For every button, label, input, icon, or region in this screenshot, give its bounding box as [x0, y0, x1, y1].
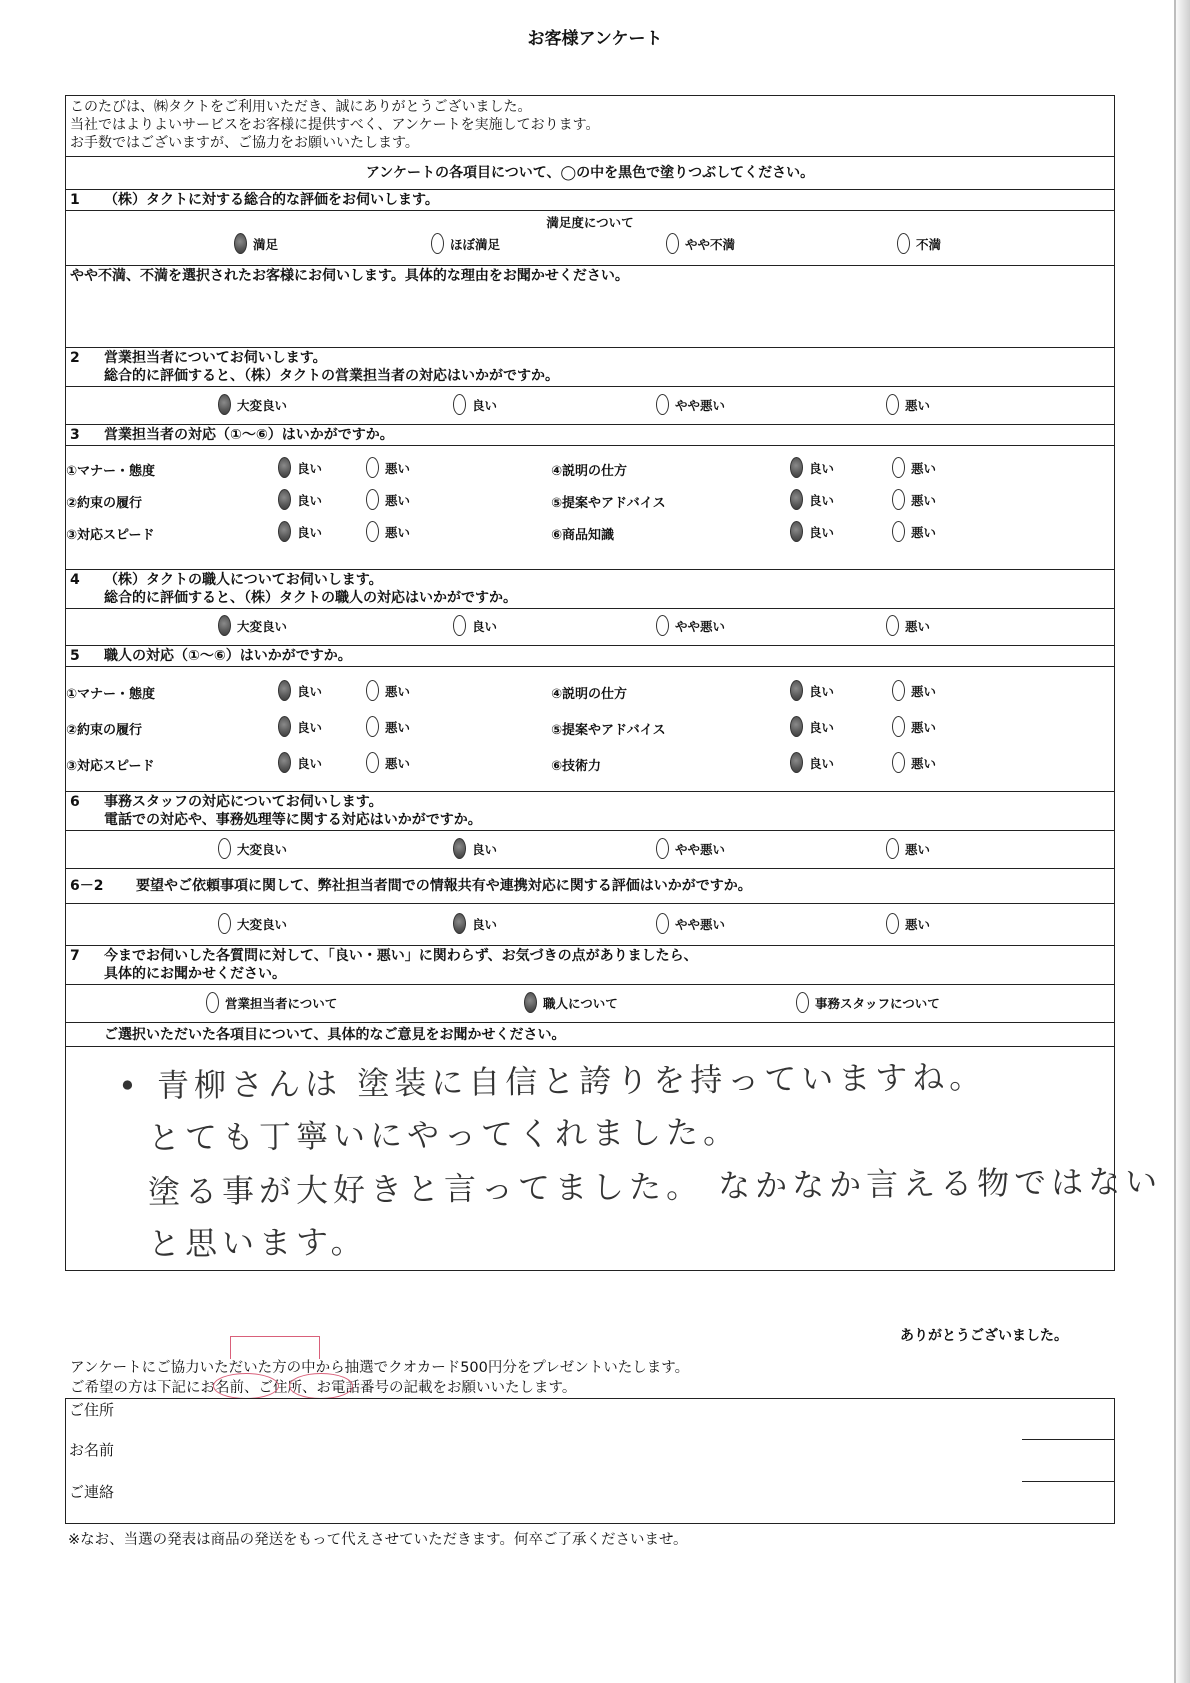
option-label: 悪い	[905, 397, 931, 413]
address-line[interactable]	[1022, 1439, 1114, 1440]
radio-bubble[interactable]	[453, 394, 466, 415]
q2-number: 2	[70, 350, 80, 366]
radio-bubble[interactable]	[892, 521, 905, 542]
q4-option-2[interactable]	[453, 615, 497, 636]
option-label: 悪い	[911, 683, 937, 699]
radio-bubble[interactable]	[656, 394, 669, 415]
radio-bubble[interactable]	[656, 615, 669, 636]
option-label: 悪い	[385, 719, 411, 735]
q2-option-3[interactable]	[656, 394, 725, 415]
option-label: ほぼ満足	[450, 236, 501, 252]
q2-line2: 総合的に評価すると、（株）タクトの営業担当者の対応はいかがですか。	[104, 368, 559, 384]
option-label: 良い	[297, 719, 323, 735]
radio-bubble[interactable]	[218, 913, 231, 934]
radio-bubble[interactable]	[524, 992, 537, 1013]
radio-bubble[interactable]	[790, 457, 803, 478]
option-label: 良い	[472, 397, 498, 413]
option-label: やや悪い	[675, 397, 726, 413]
q3-item2-good[interactable]	[278, 489, 322, 510]
radio-bubble[interactable]	[886, 615, 899, 636]
name-label: お名前	[69, 1441, 115, 1459]
radio-bubble[interactable]	[366, 752, 379, 773]
option-label: 良い	[297, 683, 323, 699]
radio-bubble[interactable]	[278, 716, 291, 737]
contact-box	[65, 1398, 1115, 1524]
q62-options	[66, 904, 1114, 946]
option-label: 悪い	[911, 719, 937, 735]
q5-item4-bad[interactable]	[892, 680, 936, 701]
q7-opinion-prompt: ご選択いただいた各項目について、具体的なご意見をお聞かせください。	[104, 1027, 566, 1043]
q6-option-2[interactable]	[453, 838, 497, 859]
q62-option-2[interactable]	[453, 913, 497, 934]
q4-line1: （株）タクトの職人についてお伺いします。	[104, 572, 383, 588]
q7-number: 7	[70, 948, 80, 964]
q2-option-1[interactable]	[218, 394, 287, 415]
option-label: 満足	[253, 236, 279, 252]
option-label: 不満	[916, 236, 942, 252]
option-label: 良い	[809, 755, 835, 771]
q5-item5-bad[interactable]	[892, 716, 936, 737]
intro-line: 当社ではよりよいサービスをお客様に提供すべく、アンケートを実施しております。	[70, 117, 600, 133]
radio-bubble[interactable]	[366, 521, 379, 542]
q3-item-label: ⑤提案やアドバイス	[551, 496, 666, 511]
option-label: やや悪い	[675, 916, 726, 932]
option-label: やや不満	[685, 236, 736, 252]
q1-followup[interactable]	[66, 266, 1114, 348]
q7-opinion-box[interactable]	[66, 1047, 1163, 1270]
radio-bubble[interactable]	[366, 680, 379, 701]
q6-option-4[interactable]	[886, 838, 930, 859]
option-label: 良い	[297, 755, 323, 771]
option-label: 良い	[297, 460, 323, 476]
q3-text: 営業担当者の対応（①～⑥）はいかがですか。	[104, 427, 394, 443]
q5-item-label: ⑤提案やアドバイス	[551, 723, 666, 738]
radio-bubble[interactable]	[796, 992, 809, 1013]
q1-text: （株）タクトに対する総合的な評価をお伺いします。	[104, 192, 439, 208]
radio-bubble[interactable]	[453, 615, 466, 636]
q3-item5-good[interactable]	[790, 489, 834, 510]
radio-bubble[interactable]	[790, 752, 803, 773]
intro-block	[66, 96, 1114, 157]
option-label: 大変良い	[237, 618, 288, 634]
q1-number: 1	[70, 192, 80, 208]
option-label: 悪い	[911, 492, 937, 508]
q4-line2: 総合的に評価すると、（株）タクトの職人の対応はいかがですか。	[104, 590, 517, 606]
q4-number: 4	[70, 572, 80, 588]
page-edge-line	[1174, 0, 1176, 1683]
q3-item-label: ⑥商品知識	[551, 528, 615, 543]
q6-line2: 電話での対応や、事務処理等に関する対応はいかがですか。	[104, 812, 482, 828]
q5-grid	[66, 667, 1114, 792]
option-label: 良い	[809, 719, 835, 735]
option-label: 悪い	[385, 460, 411, 476]
radio-bubble[interactable]	[886, 838, 899, 859]
q62-text: 要望やご依頼事項に関して、弊社担当者間での情報共有や連携対応に関する評価はいかがですか。	[136, 878, 752, 894]
q2-option-2[interactable]	[453, 394, 497, 415]
radio-bubble[interactable]	[234, 233, 247, 254]
q62-option-4[interactable]	[886, 913, 930, 934]
footnote: ※なお、当選の発表は商品の発送をもって代えさせていただきます。何卒ご了承くださいませ。	[68, 1532, 688, 1548]
q3-item-label: ④説明の仕方	[551, 464, 628, 479]
q5-item5-good[interactable]	[790, 716, 834, 737]
q5-item-label: ①マナー・態度	[66, 687, 156, 702]
q1-option-4[interactable]	[897, 233, 941, 254]
q7-option-2[interactable]	[524, 992, 618, 1013]
phone-label: ご連絡	[69, 1483, 115, 1501]
q6-number: 6	[70, 794, 80, 810]
q3-item5-bad[interactable]	[892, 489, 936, 510]
option-label: やや悪い	[675, 841, 726, 857]
q5-item2-bad[interactable]	[366, 716, 410, 737]
option-label: 悪い	[905, 841, 931, 857]
option-label: 大変良い	[237, 916, 288, 932]
q6-line1: 事務スタッフの対応についてお伺いします。	[104, 794, 383, 810]
option-label: 大変良い	[237, 397, 288, 413]
radio-bubble[interactable]	[206, 992, 219, 1013]
q3-item1-good[interactable]	[278, 457, 322, 478]
q2-option-4[interactable]	[886, 394, 930, 415]
option-label: 良い	[809, 492, 835, 508]
handwritten-line: • 青柳さんは 塗装に自信と誇りを持っていますね。	[117, 1057, 987, 1105]
option-label: 悪い	[911, 460, 937, 476]
intro-line: このたびは、㈱タクトをご利用いただき、誠にありがとうございました。	[70, 99, 532, 115]
q7-heading	[66, 946, 1114, 985]
q5-item-label: ③対応スピード	[66, 759, 155, 774]
handwritten-line: とても丁寧いにやってくれました。	[147, 1112, 741, 1157]
q3-item-label: ③対応スピード	[66, 528, 155, 543]
radio-bubble[interactable]	[892, 716, 905, 737]
q5-item2-good[interactable]	[278, 716, 322, 737]
q7-line1: 今までお伺いした各質問に対して、「良い・悪い」に関わらず、お気づきの点がありましたら、	[104, 948, 698, 964]
q2-heading	[66, 348, 1114, 387]
option-label: 良い	[809, 460, 835, 476]
option-label: 悪い	[905, 618, 931, 634]
option-label: 良い	[297, 492, 323, 508]
radio-bubble[interactable]	[218, 615, 231, 636]
page-title: お客様アンケート	[527, 29, 663, 49]
q4-options	[66, 609, 1114, 646]
radio-bubble[interactable]	[892, 752, 905, 773]
radio-bubble[interactable]	[886, 394, 899, 415]
q62-option-1[interactable]	[218, 913, 287, 934]
q5-item1-bad[interactable]	[366, 680, 410, 701]
handwritten-line: と思います。	[147, 1222, 368, 1263]
q1-options	[66, 211, 1114, 266]
q4-option-1[interactable]	[218, 615, 287, 636]
q3-item3-good[interactable]	[278, 521, 322, 542]
radio-bubble[interactable]	[278, 752, 291, 773]
q62-heading	[66, 869, 1114, 904]
q2-line1: 営業担当者についてお伺いします。	[104, 350, 327, 366]
q4-option-4[interactable]	[886, 615, 930, 636]
pen-circle-mark	[213, 1373, 279, 1399]
radio-bubble[interactable]	[656, 913, 669, 934]
q6-option-3[interactable]	[656, 838, 725, 859]
q3-number: 3	[70, 427, 80, 443]
pen-arrow-mark	[230, 1336, 320, 1359]
handwritten-line: 塗る事が大好きと言ってました。 なかなか言える物ではない	[147, 1162, 1163, 1211]
radio-bubble[interactable]	[218, 838, 231, 859]
q1-heading	[66, 190, 1114, 211]
option-label: 悪い	[385, 683, 411, 699]
radio-bubble[interactable]	[790, 521, 803, 542]
name-line[interactable]	[1022, 1481, 1114, 1482]
q3-item3-bad[interactable]	[366, 521, 410, 542]
q5-text: 職人の対応（①～⑥）はいかがですか。	[104, 648, 352, 664]
prize-line1: アンケートにご協力いただいた方の中から抽選でクオカード500円分をプレゼントいたします。	[70, 1360, 690, 1376]
radio-bubble[interactable]	[278, 680, 291, 701]
radio-bubble[interactable]	[453, 838, 466, 859]
q3-item6-bad[interactable]	[892, 521, 936, 542]
radio-bubble[interactable]	[278, 457, 291, 478]
radio-bubble[interactable]	[666, 233, 679, 254]
radio-bubble[interactable]	[278, 521, 291, 542]
option-label: 悪い	[385, 524, 411, 540]
q7-options	[66, 985, 1114, 1023]
q5-heading	[66, 646, 1114, 667]
q7-opinion-heading	[66, 1023, 1114, 1047]
q62-number: 6－2	[70, 878, 104, 894]
option-label: 良い	[472, 841, 498, 857]
prize-line2: ご希望の方は下記にお名前、ご住所、お電話番号の記載をお願いいたします。	[70, 1380, 577, 1396]
q5-item3-good[interactable]	[278, 752, 322, 773]
option-label: やや悪い	[675, 618, 726, 634]
q3-item2-bad[interactable]	[366, 489, 410, 510]
radio-bubble[interactable]	[892, 457, 905, 478]
radio-bubble[interactable]	[453, 913, 466, 934]
q5-item6-bad[interactable]	[892, 752, 936, 773]
radio-bubble[interactable]	[366, 716, 379, 737]
q2-options	[66, 387, 1114, 425]
option-label: 悪い	[911, 755, 937, 771]
intro-line: お手数ではございますが、ご協力をお願いいたします。	[70, 135, 419, 151]
q3-item1-bad[interactable]	[366, 457, 410, 478]
option-label: 良い	[472, 916, 498, 932]
instruction: アンケートの各項目について、◯の中を黒色で塗りつぶしてください。	[66, 157, 1114, 190]
radio-bubble[interactable]	[366, 457, 379, 478]
option-label: 良い	[809, 683, 835, 699]
option-label: 悪い	[905, 916, 931, 932]
radio-bubble[interactable]	[897, 233, 910, 254]
q6-heading	[66, 792, 1114, 831]
q3-item4-bad[interactable]	[892, 457, 936, 478]
q4-heading	[66, 570, 1114, 609]
option-label: 事務スタッフについて	[815, 995, 940, 1011]
option-label: 悪い	[911, 524, 937, 540]
option-label: 営業担当者について	[225, 995, 338, 1011]
q7-line2: 具体的にお聞かせください。	[104, 966, 286, 982]
q6-option-1[interactable]	[218, 838, 287, 859]
option-label: 良い	[297, 524, 323, 540]
q7-option-1[interactable]	[206, 992, 337, 1013]
q3-item-label: ①マナー・態度	[66, 464, 156, 479]
q1-followup-text: やや不満、不満を選択されたお客様にお伺いします。具体的な理由をお聞かせください。	[70, 268, 629, 284]
option-label: 良い	[472, 618, 498, 634]
q3-heading	[66, 425, 1114, 446]
option-label: 悪い	[385, 755, 411, 771]
q7-option-3[interactable]	[796, 992, 940, 1013]
pen-circle-mark	[289, 1373, 353, 1399]
radio-bubble[interactable]	[886, 913, 899, 934]
page-edge-shadow	[1176, 0, 1190, 1683]
radio-bubble[interactable]	[892, 680, 905, 701]
q1-option-3[interactable]	[666, 233, 735, 254]
radio-bubble[interactable]	[790, 680, 803, 701]
q5-item-label: ⑥技術力	[551, 759, 602, 774]
q62-option-3[interactable]	[656, 913, 725, 934]
option-label: 悪い	[385, 492, 411, 508]
radio-bubble[interactable]	[431, 233, 444, 254]
option-label: 職人について	[543, 995, 618, 1011]
q5-item6-good[interactable]	[790, 752, 834, 773]
radio-bubble[interactable]	[892, 489, 905, 510]
q1-option-2[interactable]	[431, 233, 500, 254]
radio-bubble[interactable]	[218, 394, 231, 415]
option-label: 良い	[809, 524, 835, 540]
option-label: 大変良い	[237, 841, 288, 857]
q5-item-label: ④説明の仕方	[551, 687, 628, 702]
thanks-text: ありがとうございました。	[900, 1328, 1068, 1344]
q5-item-label: ②約束の履行	[66, 723, 143, 738]
q5-number: 5	[70, 648, 80, 664]
radio-bubble[interactable]	[278, 489, 291, 510]
address-label: ご住所	[69, 1401, 115, 1419]
q3-item-label: ②約束の履行	[66, 496, 143, 511]
radio-bubble[interactable]	[790, 489, 803, 510]
q5-item4-good[interactable]	[790, 680, 834, 701]
q1-option-1[interactable]	[234, 233, 278, 254]
q5-item1-good[interactable]	[278, 680, 322, 701]
radio-bubble[interactable]	[366, 489, 379, 510]
survey-form	[65, 95, 1163, 1271]
q6-options	[66, 831, 1114, 869]
radio-bubble[interactable]	[656, 838, 669, 859]
q5-item3-bad[interactable]	[366, 752, 410, 773]
q4-option-3[interactable]	[656, 615, 725, 636]
q3-item4-good[interactable]	[790, 457, 834, 478]
q3-item6-good[interactable]	[790, 521, 834, 542]
radio-bubble[interactable]	[790, 716, 803, 737]
q3-grid	[66, 446, 1114, 570]
q1-sublabel: 満足度について	[546, 215, 634, 230]
